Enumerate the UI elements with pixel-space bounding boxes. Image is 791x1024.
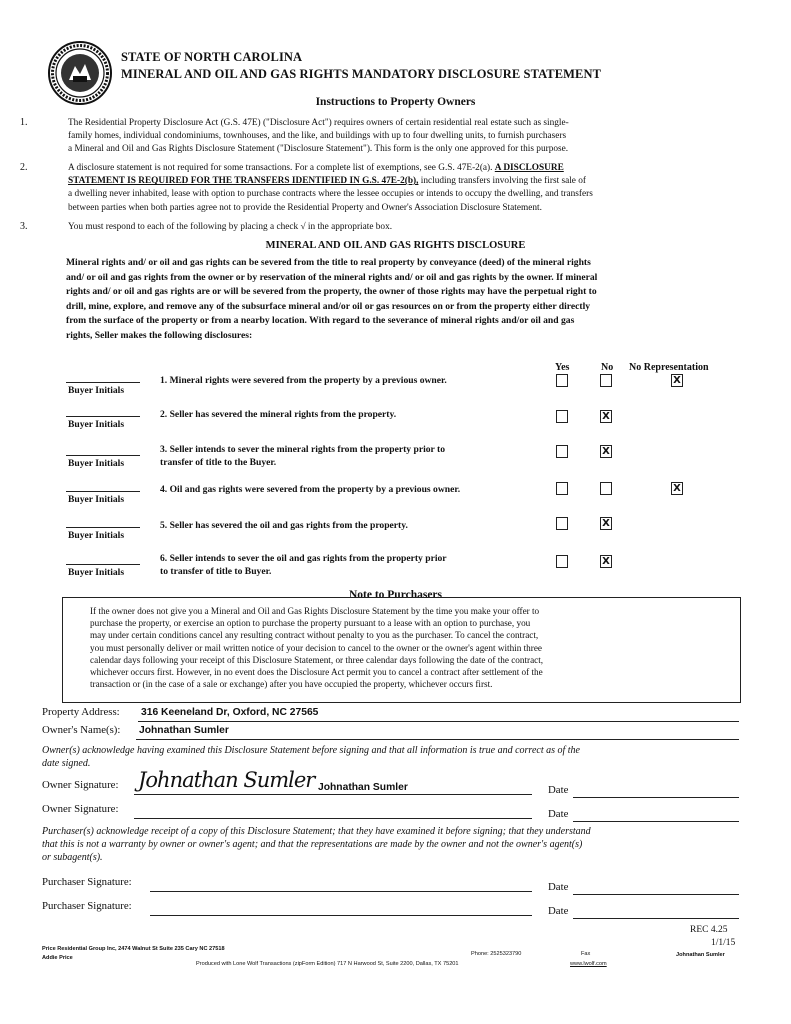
property-address-line [138,721,739,722]
footer-website-link[interactable]: www.lwolf.com [570,961,607,967]
footer-client: Johnathan Sumler [676,952,725,958]
owner-acknowledgment: Owner(s) acknowledge having examined this Disclosure Statement before signing and that all information is true and correct as of the date signed. [42,745,580,769]
check-x-mark: X [673,483,681,494]
purchaser-acknowledgment: Purchaser(s) acknowledge receipt of a copy of this Disclosure Statement; that they have examined it before signing; that they understand that this is not a warranty by owner or owner's agent; and that the representations are made by the owner and not the owner's agent(s) or subagent(s). [42,826,591,863]
check-x-mark: X [602,556,610,567]
instruction-number: 1. [20,117,28,128]
buyer-initials-field[interactable] [66,564,140,565]
owner-names-line [136,739,739,740]
owner-handwritten-signature[interactable]: Johnathan Sumler [138,768,315,792]
owner-date-label-2: Date [548,808,569,820]
check-x-mark: X [602,518,610,529]
checkbox-yes[interactable] [556,410,568,423]
buyer-initials-field[interactable] [66,416,140,417]
column-yes: Yes [555,362,570,373]
footer-company: Price Residential Group Inc, 2474 Walnut St Suite 235 Cary NC 27518 [42,946,225,952]
checkbox-no[interactable] [600,482,612,495]
owner-signature-label-2: Owner Signature: [42,803,119,815]
purchaser-signature-field[interactable] [150,891,532,892]
note-title: Note to Purchasers [348,589,443,601]
check-x-mark: X [602,411,610,422]
purchaser-signature-label: Purchaser Signature: [42,876,132,888]
form-date: 1/1/15 [711,938,736,948]
column-no-representation: No Representation [629,362,709,373]
owner-signature-field-2[interactable] [134,818,532,819]
property-address-label: Property Address: [42,706,120,718]
disclosure-question: 3. Seller intends to sever the mineral rights from the property prior to transfer of title to the Buyer. [160,444,446,468]
checkbox-no-rep[interactable] [671,482,683,495]
buyer-initials-label: Buyer Initials [68,494,125,505]
buyer-initials-label: Buyer Initials [68,385,125,396]
owner-signature-line [134,794,532,795]
property-address-field[interactable]: 316 Keeneland Dr, Oxford, NC 27565 [141,707,319,718]
state-heading: STATE OF NORTH CAROLINA [121,50,303,64]
owner-names-field[interactable]: Johnathan Sumler [139,725,229,736]
disclosure-paragraph: Mineral rights and/ or oil and gas rights can be severed from the title to real property by conveyance (deed) of the mineral rights and/ or oil and gas rights from the owner or by reservation of the mineral rights and/ or oil and gas rights by the owner. If mineral rights and/ or oil and gas rights are or will be severed from the property, the owner of those rights may have the perpetual right to drill, mine, explore, and remove any of the subsurface mineral and/or oil or gas resources on or from the property either directly from the surface of the property or from a nearby location. With regard to the severance of mineral rights and/or oil and gas rights, Seller makes the following disclosures: [66,257,598,341]
disclosure-question: 4. Oil and gas rights were severed from the property by a previous owner. [160,484,461,495]
purchaser-date-field[interactable] [573,894,739,895]
disclosure-question: 6. Seller intends to sever the oil and gas rights from the property prior to transfer of title to Buyer. [160,553,447,577]
instruction-item: You must respond to each of the following by placing a check √ in the appropriate box. [68,222,393,232]
checkbox-no[interactable] [600,517,612,530]
footer-agent: Addie Price [42,955,73,961]
checkbox-no[interactable] [600,410,612,423]
purchaser-date-label: Date [548,881,569,893]
form-title: MINERAL AND OIL AND GAS RIGHTS MANDATORY DISCLOSURE STATEMENT [121,67,602,81]
buyer-initials-field[interactable] [66,491,140,492]
footer-fax: Fax [581,951,591,957]
buyer-initials-field[interactable] [66,527,140,528]
checkbox-no[interactable] [600,374,612,387]
instruction-item: The Residential Property Disclosure Act (G.S. 47E) ("Disclosure Act") requires owners of certain residential real estate such as single- family homes, individual condominiums, townhouses, and the like, and buildings with up to four dwelling units, to furnish purchasers a Mineral and Oil and Gas Rights Disclosure Statement ("Disclosure Statement"). This form is the only one approved for this purpose. [68,118,569,155]
check-x-mark: X [602,446,610,457]
column-no: No [601,362,614,373]
footer-produced-with: Produced with Lone Wolf Transactions (zipForm Edition) 717 N Harwood St, Suite 2200, Dallas, TX 75201 [196,961,459,967]
owner-printed-name: Johnathan Sumler [318,782,408,793]
buyer-initials-label: Buyer Initials [68,458,125,469]
checkbox-no-rep[interactable] [671,374,683,387]
buyer-initials-field[interactable] [66,455,140,456]
owner-signature-label: Owner Signature: [42,779,119,791]
checkbox-yes[interactable] [556,482,568,495]
owner-names-label: Owner's Name(s): [42,724,121,736]
disclosure-title: MINERAL AND OIL AND GAS RIGHTS DISCLOSURE [265,240,526,251]
disclosure-question: 1. Mineral rights were severed from the property by a previous owner. [160,375,447,386]
disclosure-question: 5. Seller has severed the oil and gas rights from the property. [160,520,408,531]
note-text: If the owner does not give you a Mineral and Oil and Gas Rights Disclosure Statement by the time you make your offer to purchase the property, or exercise an option to purchase the property pursuant to a lease with an option to purchase, you may under certain conditions cancel any resulting contract without penalty to you as the purchaser. To cancel the contract, you must personally deliver or mail written notice of your decision to cancel to the owner or the owner's agent within three calendar days following your receipt of this Disclosure Statement, or three calendar days following the date of the contract, whichever occurs first. However, in no event does the Disclosure Act permit you to cancel a contract after settlement of the transaction or (in the case of a sale or exchange) after you have occupied the property, whichever occurs first. [90,606,544,690]
buyer-initials-label: Buyer Initials [68,567,125,578]
footer-phone: Phone: 2525323790 [471,951,522,957]
checkbox-yes[interactable] [556,374,568,387]
owner-date-field[interactable] [573,797,739,798]
buyer-initials-label: Buyer Initials [68,530,125,541]
disclosure-question: 2. Seller has severed the mineral rights from the property. [160,409,397,420]
purchaser-signature-field-2[interactable] [150,915,532,916]
purchaser-date-field-2[interactable] [573,918,739,919]
owner-date-field-2[interactable] [573,821,739,822]
buyer-initials-field[interactable] [66,382,140,383]
instruction-number: 2. [20,162,28,173]
check-x-mark: X [673,375,681,386]
form-code: REC 4.25 [690,925,728,935]
owner-date-label: Date [548,784,569,796]
checkbox-yes[interactable] [556,555,568,568]
instruction-number: 3. [20,221,28,232]
checkbox-no[interactable] [600,555,612,568]
purchaser-signature-label-2: Purchaser Signature: [42,900,132,912]
instructions-title: Instructions to Property Owners [315,96,476,108]
purchaser-date-label-2: Date [548,905,569,917]
checkbox-yes[interactable] [556,445,568,458]
checkbox-no[interactable] [600,445,612,458]
checkbox-yes[interactable] [556,517,568,530]
buyer-initials-label: Buyer Initials [68,419,125,430]
instruction-item: A disclosure statement is not required for some transactions. For a complete list of exemptions, see G.S. 47E-2(a). A DISCLOSURE STATEMENT IS REQUIRED FOR THE TRANSFERS IDENTIFIED IN G.S. 47E-2(b), including transfers involving the first sale of a dwelling never inhabited, lease with option to purchase contracts where the lessee occupies or intends to occupy the dwelling, and transfers between parties when both parties agree not to provide the Residential Property and Owner's Association Disclosure Statement. [68,163,593,213]
